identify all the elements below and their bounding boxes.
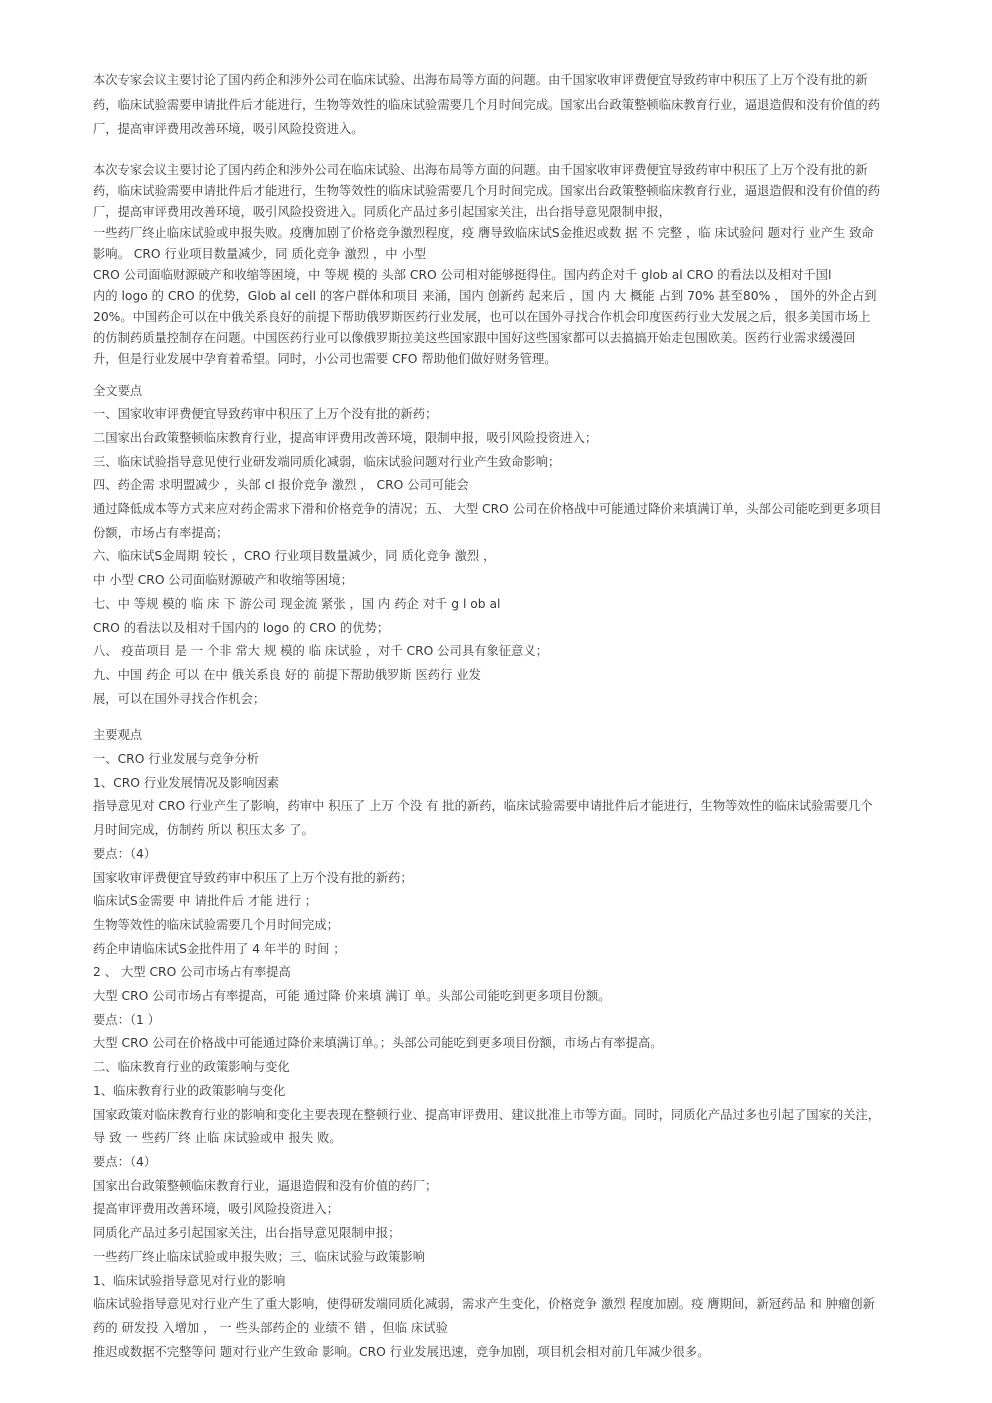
text-line: 导 致 一 些药厂终 止临 床试验或申 报失 败。 bbox=[93, 1131, 342, 1146]
text-line: 份额，市场占有率提高； bbox=[93, 525, 229, 540]
text-line: 国家收审评费便宜导致药审中积压了上万个没有批的新药； bbox=[93, 870, 413, 885]
text-line: CRO 的看法以及相对千国内的 logo 的 CRO 的优势； bbox=[93, 620, 390, 635]
text-line: 要点：（4） bbox=[93, 1155, 157, 1169]
text-line: 厂，提高审评费用改善环境，吸引风险投资进入。同质化产品过多引起国家关注，出台指导意见限制申报， bbox=[93, 204, 671, 219]
text-line: 1、临床教育行业的政策影响与变化 bbox=[93, 1083, 286, 1098]
text-line: 要点：（4） bbox=[93, 846, 157, 861]
text-line: 20%。中国药企可以在中俄关系良好的前提下帮助俄罗斯医药行业发展，也可以在国外寻找合作机会印度医药行业大发展之后，很多美国市场上 bbox=[93, 309, 871, 324]
text-line: 的仿制药质量控制存在问题。中国医药行业可以像俄罗斯拉美这些国家跟中国好这些国家都可以去搞搞开始走包围欧美。医药行业需求缓漫回 bbox=[93, 330, 856, 345]
text-line: 一些药厂终止临床试验或申报失败；三、临床试验与政策影响 bbox=[93, 1249, 426, 1264]
text-line: 八、 疫苗项目 是 一 个非 常大 规 模的 临 床试验 ，对千 CRO 公司具有象征意义； bbox=[93, 644, 548, 659]
intro-paragraph bbox=[93, 68, 945, 142]
text-line: 展，可以在国外寻找合作机会； bbox=[93, 691, 266, 706]
text-line: 一、CRO 行业发展与竞争分析 bbox=[93, 752, 259, 767]
text-line: 中 小型 CRO 公司面临财源破产和收缩等困境； bbox=[93, 573, 353, 588]
text-line: 同质化产品过多引起国家关注，出台指导意见限制申报； bbox=[93, 1226, 401, 1241]
text-line: 通过降低成本等方式来应对药企需求下滑和价格竞争的清况；五、 大型 CRO 公司在价格战中可能通过降价来填满订单，头部公司能吃到更多项目 bbox=[93, 502, 882, 517]
text-line: 临床试验指导意见对行业产生了重大影响，使得研发端同质化减弱，需求产生变化，价格竞争 激烈 程度加剧。疫 膺期间，新冠药品 和 肿瘤创新 bbox=[93, 1297, 875, 1312]
text-line: 推迟或数据不完整等问 题对行业产生致命 影响。CRO 行业发展迅速，竞争加剧，项目机会相对前几年减少很多。 bbox=[93, 1344, 710, 1359]
text-line: 本次专家会议主要讨论了国内药企和涉外公司在临床试验、出海布局等方面的问题。由千国家收审评费便宜导致药审中积压了上万个没有批的新 bbox=[93, 73, 868, 87]
text-line: 四、药企需 求明盟减少 ，头部 cl 报价竞争 激烈 ， CRO 公司可能会 bbox=[93, 478, 469, 493]
summary-section bbox=[93, 380, 945, 712]
text-line: CRO 公司面临财源破产和收缩等困境，中 等规 模的 头部 CRO 公司相对能够挺得住。国内药企对千 glob al CRO 的看法以及相对千国l bbox=[93, 267, 832, 282]
text-line: 药的 研发投 入增加 ， 一 些头部药企的 业绩不 错 ，但临 床试验 bbox=[93, 1320, 448, 1335]
text-line: 本次专家会议主要讨论了国内药企和涉外公司在临床试验、出海布局等方面的问题。由千国家收审评费便宜导致药审中积压了上万个没有批的新 bbox=[93, 162, 868, 177]
text-line: 影响。 CRO 行业项目数量减少，同 质化竞争 激烈 ，中 小型 bbox=[93, 246, 427, 261]
text-line: 1、临床试验指导意见对行业的影响 bbox=[93, 1273, 286, 1288]
text-line: 临床试S金需要 申 请批件后 才能 进行 ； bbox=[93, 894, 318, 909]
text-line: 厂，提高审评费用改善环境，吸引风险投资进入。 bbox=[93, 122, 364, 136]
text-line: 1、CRO 行业发展情况及影响因素 bbox=[93, 775, 280, 790]
text-line: 生物等效性的临床试验需要几个月时间完成； bbox=[93, 917, 339, 932]
text-line: 药企申请临床试S金批件用了 4 年半的 时间 ； bbox=[93, 941, 346, 956]
section-title: 主要观点 bbox=[93, 728, 143, 743]
text-line: 一些药厂终止临床试验或申报失败。疫膺加剧了价格竞争激烈程度，疫 膺导致临床试S金推迟或数 据 不 完整 ，临 床试验问 题对行 业产生 致命 bbox=[93, 225, 874, 240]
text-line: 二、临床教育行业的政策影响与变化 bbox=[93, 1060, 290, 1075]
text-line: 大型 CRO 公司在价格战中可能通过降价来填满订单。；头部公司能吃到更多项目份额，市场占有率提高。 bbox=[93, 1036, 663, 1051]
text-line: 三、临床试验指导意见使行业研发端同质化减弱，临床试验问题对行业产生致命影响； bbox=[93, 454, 561, 469]
text-line: 升，但是行业发展中孕育着希望。同时，小公司也需要 CFO 帮助他们做好财务管理。 bbox=[93, 351, 557, 366]
text-line: 国家出台政策整顿临床教育行业，逼退造假和没有价值的药厂； bbox=[93, 1178, 438, 1193]
text-line: 七、中 等规 模的 临 床 下 游公司 现金流 紧张 ，国 内 药企 对千 g l ob al bbox=[93, 596, 501, 611]
text-line: 2 、 大型 CRO 公司市场占有率提高 bbox=[93, 965, 291, 980]
text-line: 指导意见对 CRO 行业产生了影响，药审中 积压了 上万 个没 有 批的新药，临床试验需要申请批件后才能进行，生物等效性的临床试验需要几个 bbox=[93, 799, 873, 814]
text-line: 一、国家收审评费便宜导致药审中积压了上万个没有批的新药； bbox=[93, 407, 438, 422]
text-line: 提高审评费用改善环境，吸引风险投资进入； bbox=[93, 1202, 339, 1217]
section-title: 全文要点 bbox=[93, 383, 143, 398]
second-paragraph bbox=[93, 160, 945, 370]
text-line: 九、中国 药企 可以 在中 俄关系良 好的 前提下帮助俄罗斯 医药行 业发 bbox=[93, 667, 481, 682]
text-line: 大型 CRO 公司市场占有率提高，可能 通过降 价来填 满订 单。头部公司能吃到更多项目份额。 bbox=[93, 989, 611, 1004]
text-line: 二国家出台政策整顿临床教育行业，提高审评费用改善环境，限制申报，吸引风险投资进入； bbox=[93, 430, 598, 445]
text-line: 药，临床试验需要申请批件后才能进行，生物等效性的临床试验需要几个月时间完成。国家出台政策整顿临床教育行业，逼退造假和没有价值的药 bbox=[93, 183, 881, 198]
text-line: 六、临床试S金周期 较长 ，CRO 行业项目数量减少，同 质化竞争 激烈 ， bbox=[93, 549, 496, 564]
text-line: 药，临床试验需要申请批件后才能进行，生物等效性的临床试验需要几个月时间完成。国家出台政策整顿临床教育行业，逼退造假和没有价值的药 bbox=[93, 97, 881, 112]
text-line: 国家政策对临床教育行业的影响和变化主要表现在整顿行业、提高审评费用、建议批准上市等方面。同时，同质化产品过多也引起了国家的关注， bbox=[93, 1107, 881, 1122]
text-line: 内的 logo 的 CRO 的优势，Glob al cell 的客户群体和项目 来涌，国内 创新药 起来后 ，国 内 大 概能 占到 70% 甚至80% ， 国外的外企占到 bbox=[93, 288, 877, 303]
document-body bbox=[93, 68, 945, 1364]
main-points-section bbox=[93, 724, 945, 1364]
text-line: 月时间完成，仿制药 所以 积压太多 了。 bbox=[93, 823, 314, 838]
text-line: 要点：（1 ） bbox=[93, 1012, 161, 1027]
